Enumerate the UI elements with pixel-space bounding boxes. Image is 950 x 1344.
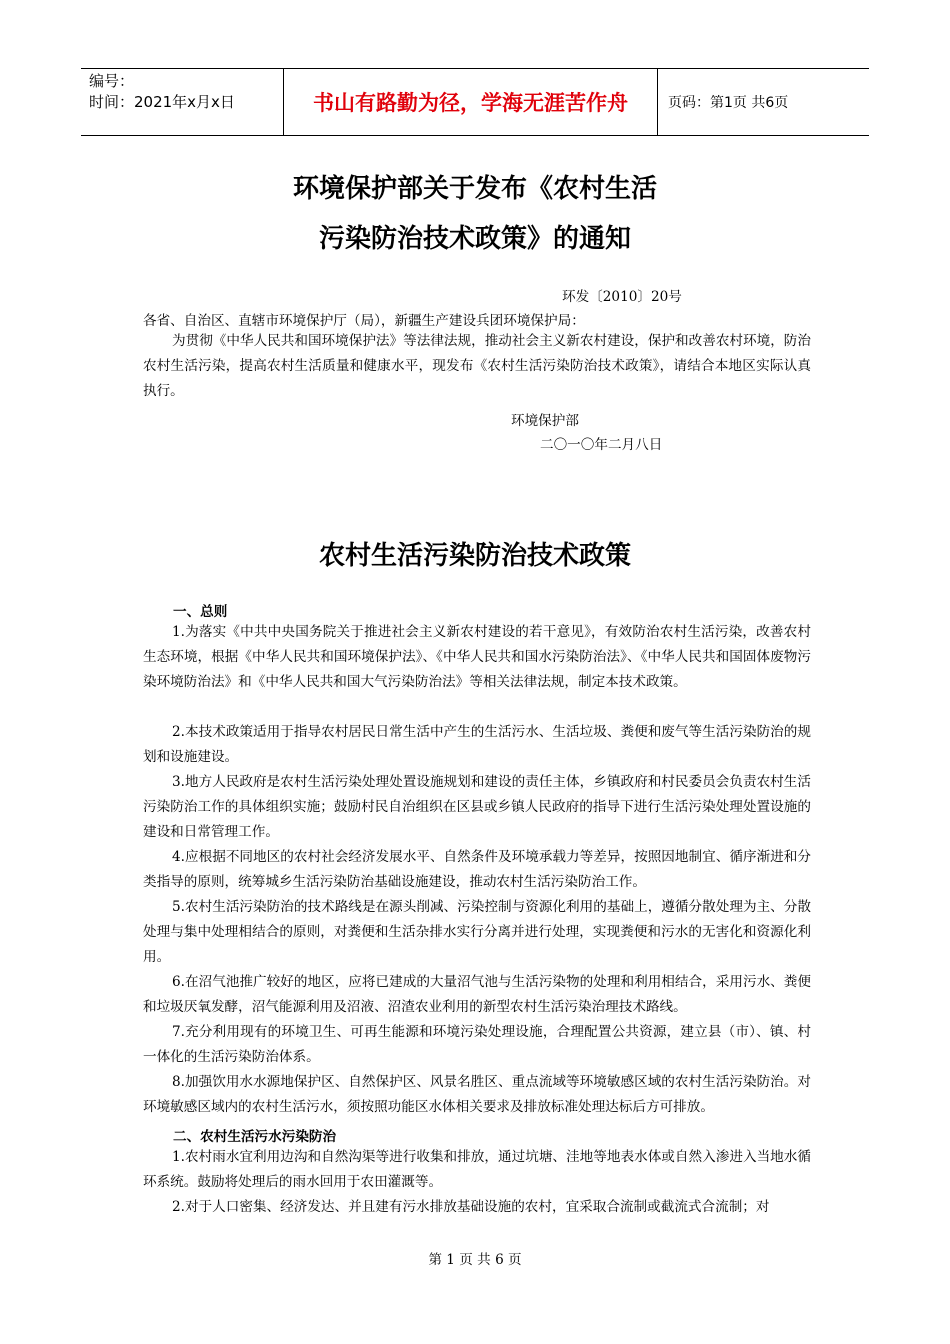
policy-title: 农村生活污染防治技术政策 — [318, 541, 631, 571]
sewage-paragraph-1: 1.农村雨水宜利用边沟和自然沟渠等进行收集和排放，通过坑塘、洼地等地表水体或自然入渗进入当地水循环系统。鼓励将处理后的雨水回用于农田灌溉等。 — [143, 1149, 811, 1190]
header-page-label: 页码：第1页 共6页 — [668, 95, 789, 111]
section-heading-sewage: 二、农村生活污水污染防治 — [173, 1129, 337, 1145]
section-heading-general: 一、总则 — [173, 604, 228, 620]
document-number-label: 编号： — [89, 72, 135, 90]
header-page-cell — [658, 69, 869, 135]
policy-paragraph-2: 2.本技术政策适用于指导农村居民日常生活中产生的生活污水、生活垃圾、粪便和废气等生活污染防治的规划和设施建设。 — [143, 724, 811, 765]
notice-doc-number: 环发〔2010〕20号 — [562, 289, 682, 305]
header-info-cell — [81, 69, 284, 135]
notice-body: 为贯彻《中华人民共和国环境保护法》等法律法规，推动社会主义新农村建设，保护和改善农村环境，防治农村生活污染，提高农村生活质量和健康水平，现发布《农村生活污染防治技术政策》，请结合本地区实际认真执行。 — [143, 333, 811, 399]
policy-paragraph-1: 1.为落实《中共中央国务院关于推进社会主义新农村建设的若干意见》，有效防治农村生活污染，改善农村生态环境，根据《中华人民共和国环境保护法》、《中华人民共和国水污染防治法》、《中华人民共和国固体废物污染环境防治法》和《中华人民共和国大气污染防治法》等相关法律法规，制定本技术政策。 — [143, 624, 811, 690]
document-header — [81, 68, 869, 136]
policy-paragraph-5: 5.农村生活污染防治的技术路线是在源头削减、污染控制与资源化利用的基础上，遵循分散处理为主、分散处理与集中处理相结合的原则，对粪便和生活杂排水实行分离并进行处理，实现粪便和污水的无害化和资源化利用。 — [143, 899, 811, 965]
notice-title-line2: 污染防治技术政策》的通知 — [318, 224, 631, 254]
notice-signature: 环境保护部 — [511, 413, 579, 429]
policy-paragraph-6: 6.在沼气池推广较好的地区，应将已建成的大量沼气池与生活污染物的处理和利用相结合，采用污水、粪便和垃圾厌氧发酵，沼气能源利用及沼液、沼渣农业利用的新型农村生活污染治理技术路线。 — [143, 974, 811, 1015]
header-motto-cell — [284, 69, 658, 135]
notice-date: 二〇一〇年二月八日 — [540, 437, 663, 453]
notice-recipients: 各省、自治区、直辖市环境保护厅（局），新疆生产建设兵团环境保护局： — [143, 313, 585, 329]
policy-paragraph-8: 8.加强饮用水水源地保护区、自然保护区、风景名胜区、重点流域等环境敏感区域的农村生活污染防治。对环境敏感区域内的农村生活污水，须按照功能区水体相关要求及排放标准处理达标后方可排放。 — [143, 1074, 811, 1115]
document-time-label: 时间：2021年x月x日 — [89, 93, 235, 111]
sewage-paragraph-2: 2.对于人口密集、经济发达、并且建有污水排放基础设施的农村，宜采取合流制或截流式合流制；对 — [172, 1199, 770, 1215]
header-motto: 书山有路勤为径，学海无涯苦作舟 — [313, 91, 628, 115]
notice-title-line1: 环境保护部关于发布《农村生活 — [292, 174, 657, 204]
policy-paragraph-7: 7.充分利用现有的环境卫生、可再生能源和环境污染处理设施，合理配置公共资源，建立县（市）、镇、村一体化的生活污染防治体系。 — [143, 1024, 811, 1065]
page-footer: 第 1 页 共 6 页 — [428, 1252, 522, 1268]
policy-paragraph-4: 4.应根据不同地区的农村社会经济发展水平、自然条件及环境承载力等差异，按照因地制宜、循序渐进和分类指导的原则，统筹城乡生活污染防治基础设施建设，推动农村生活污染防治工作。 — [143, 849, 811, 890]
policy-paragraph-3: 3.地方人民政府是农村生活污染处理处置设施规划和建设的责任主体，乡镇政府和村民委员会负责农村生活污染防治工作的具体组织实施；鼓励村民自治组织在区县或乡镇人民政府的指导下进行生活污染处理处置设施的建设和日常管理工作。 — [143, 774, 811, 840]
